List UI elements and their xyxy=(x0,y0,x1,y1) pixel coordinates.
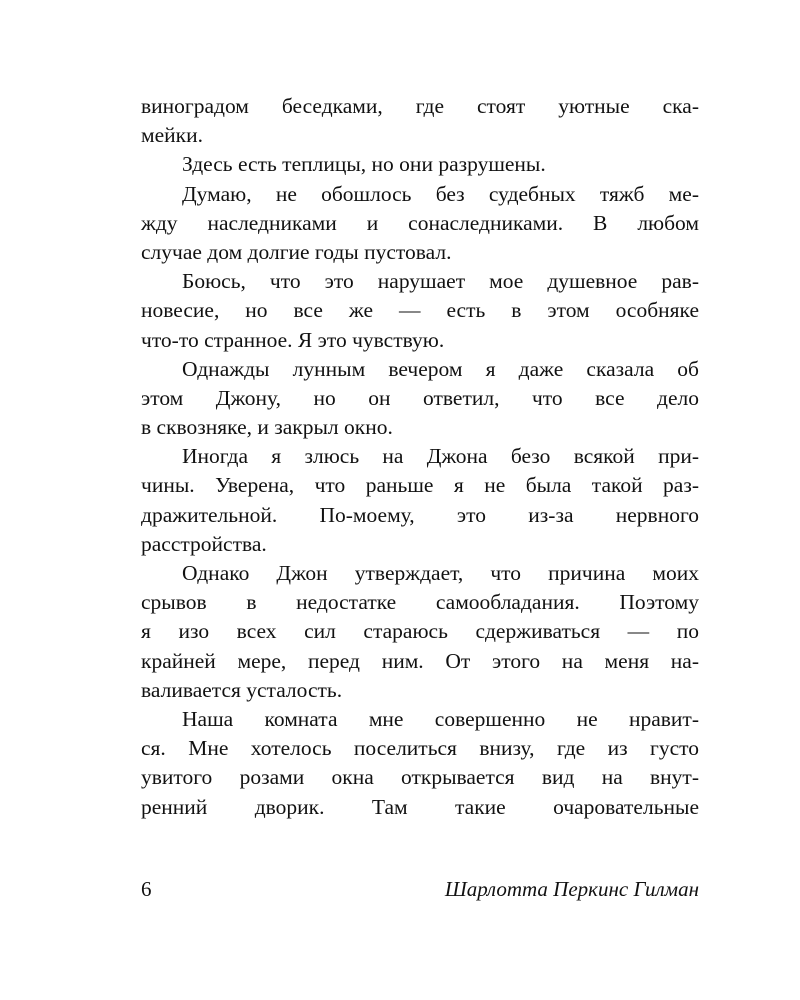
text-line: Наша комната мне совершенно не нравит- xyxy=(182,706,699,731)
text-line: случае дом долгие годы пустовал. xyxy=(141,239,452,264)
text-line: жду наследниками и сонаследниками. В любом xyxy=(141,210,699,235)
text-line: Иногда я злюсь на Джона безо всякой при- xyxy=(182,444,699,469)
page-footer xyxy=(141,874,699,904)
page-number: 6 xyxy=(141,877,152,901)
text-line: дражительной. По-моему, это из-за нервного xyxy=(141,502,699,527)
text-line: валивается усталость. xyxy=(141,677,343,702)
text-line: в сквозняке, и закрыл окно. xyxy=(141,415,393,440)
text-line: мейки. xyxy=(141,123,203,148)
text-line: чины. Уверена, что раньше я не была такой раз- xyxy=(141,473,699,498)
body-text xyxy=(141,92,699,822)
text-line: ся. Мне хотелось поселиться внизу, где из густо xyxy=(141,736,699,761)
text-line: расстройства. xyxy=(141,531,267,556)
text-line: Здесь есть теплицы, но они разрушены. xyxy=(182,152,546,177)
text-line: новесие, но все же — есть в этом особняке xyxy=(141,298,699,323)
text-line: Боюсь, что это нарушает мое душевное рав- xyxy=(182,269,699,294)
text-line: что-то странное. Я это чувствую. xyxy=(141,327,445,352)
text-line: увитого розами окна открывается вид на внут- xyxy=(141,765,699,790)
text-line: Думаю, не обошлось без судебных тяжб ме- xyxy=(182,181,699,206)
text-line: Однажды лунным вечером я даже сказала об xyxy=(182,356,699,381)
text-line: срывов в недостатке самообладания. Поэтому xyxy=(141,590,699,615)
text-line: виноградом беседками, где стоят уютные ска- xyxy=(141,94,699,118)
text-line: я изо всех сил стараюсь сдерживаться — по xyxy=(141,619,699,644)
text-line: ренний дворик. Там такие очаровательные xyxy=(141,794,699,819)
text-line: Однако Джон утверждает, что причина моих xyxy=(182,561,699,585)
text-line: этом Джону, но он ответил, что все дело xyxy=(141,385,699,410)
running-head: Шарлотта Перкинс Гилман xyxy=(444,877,699,901)
text-line: крайней мере, перед ним. От этого на меня на- xyxy=(141,648,699,673)
